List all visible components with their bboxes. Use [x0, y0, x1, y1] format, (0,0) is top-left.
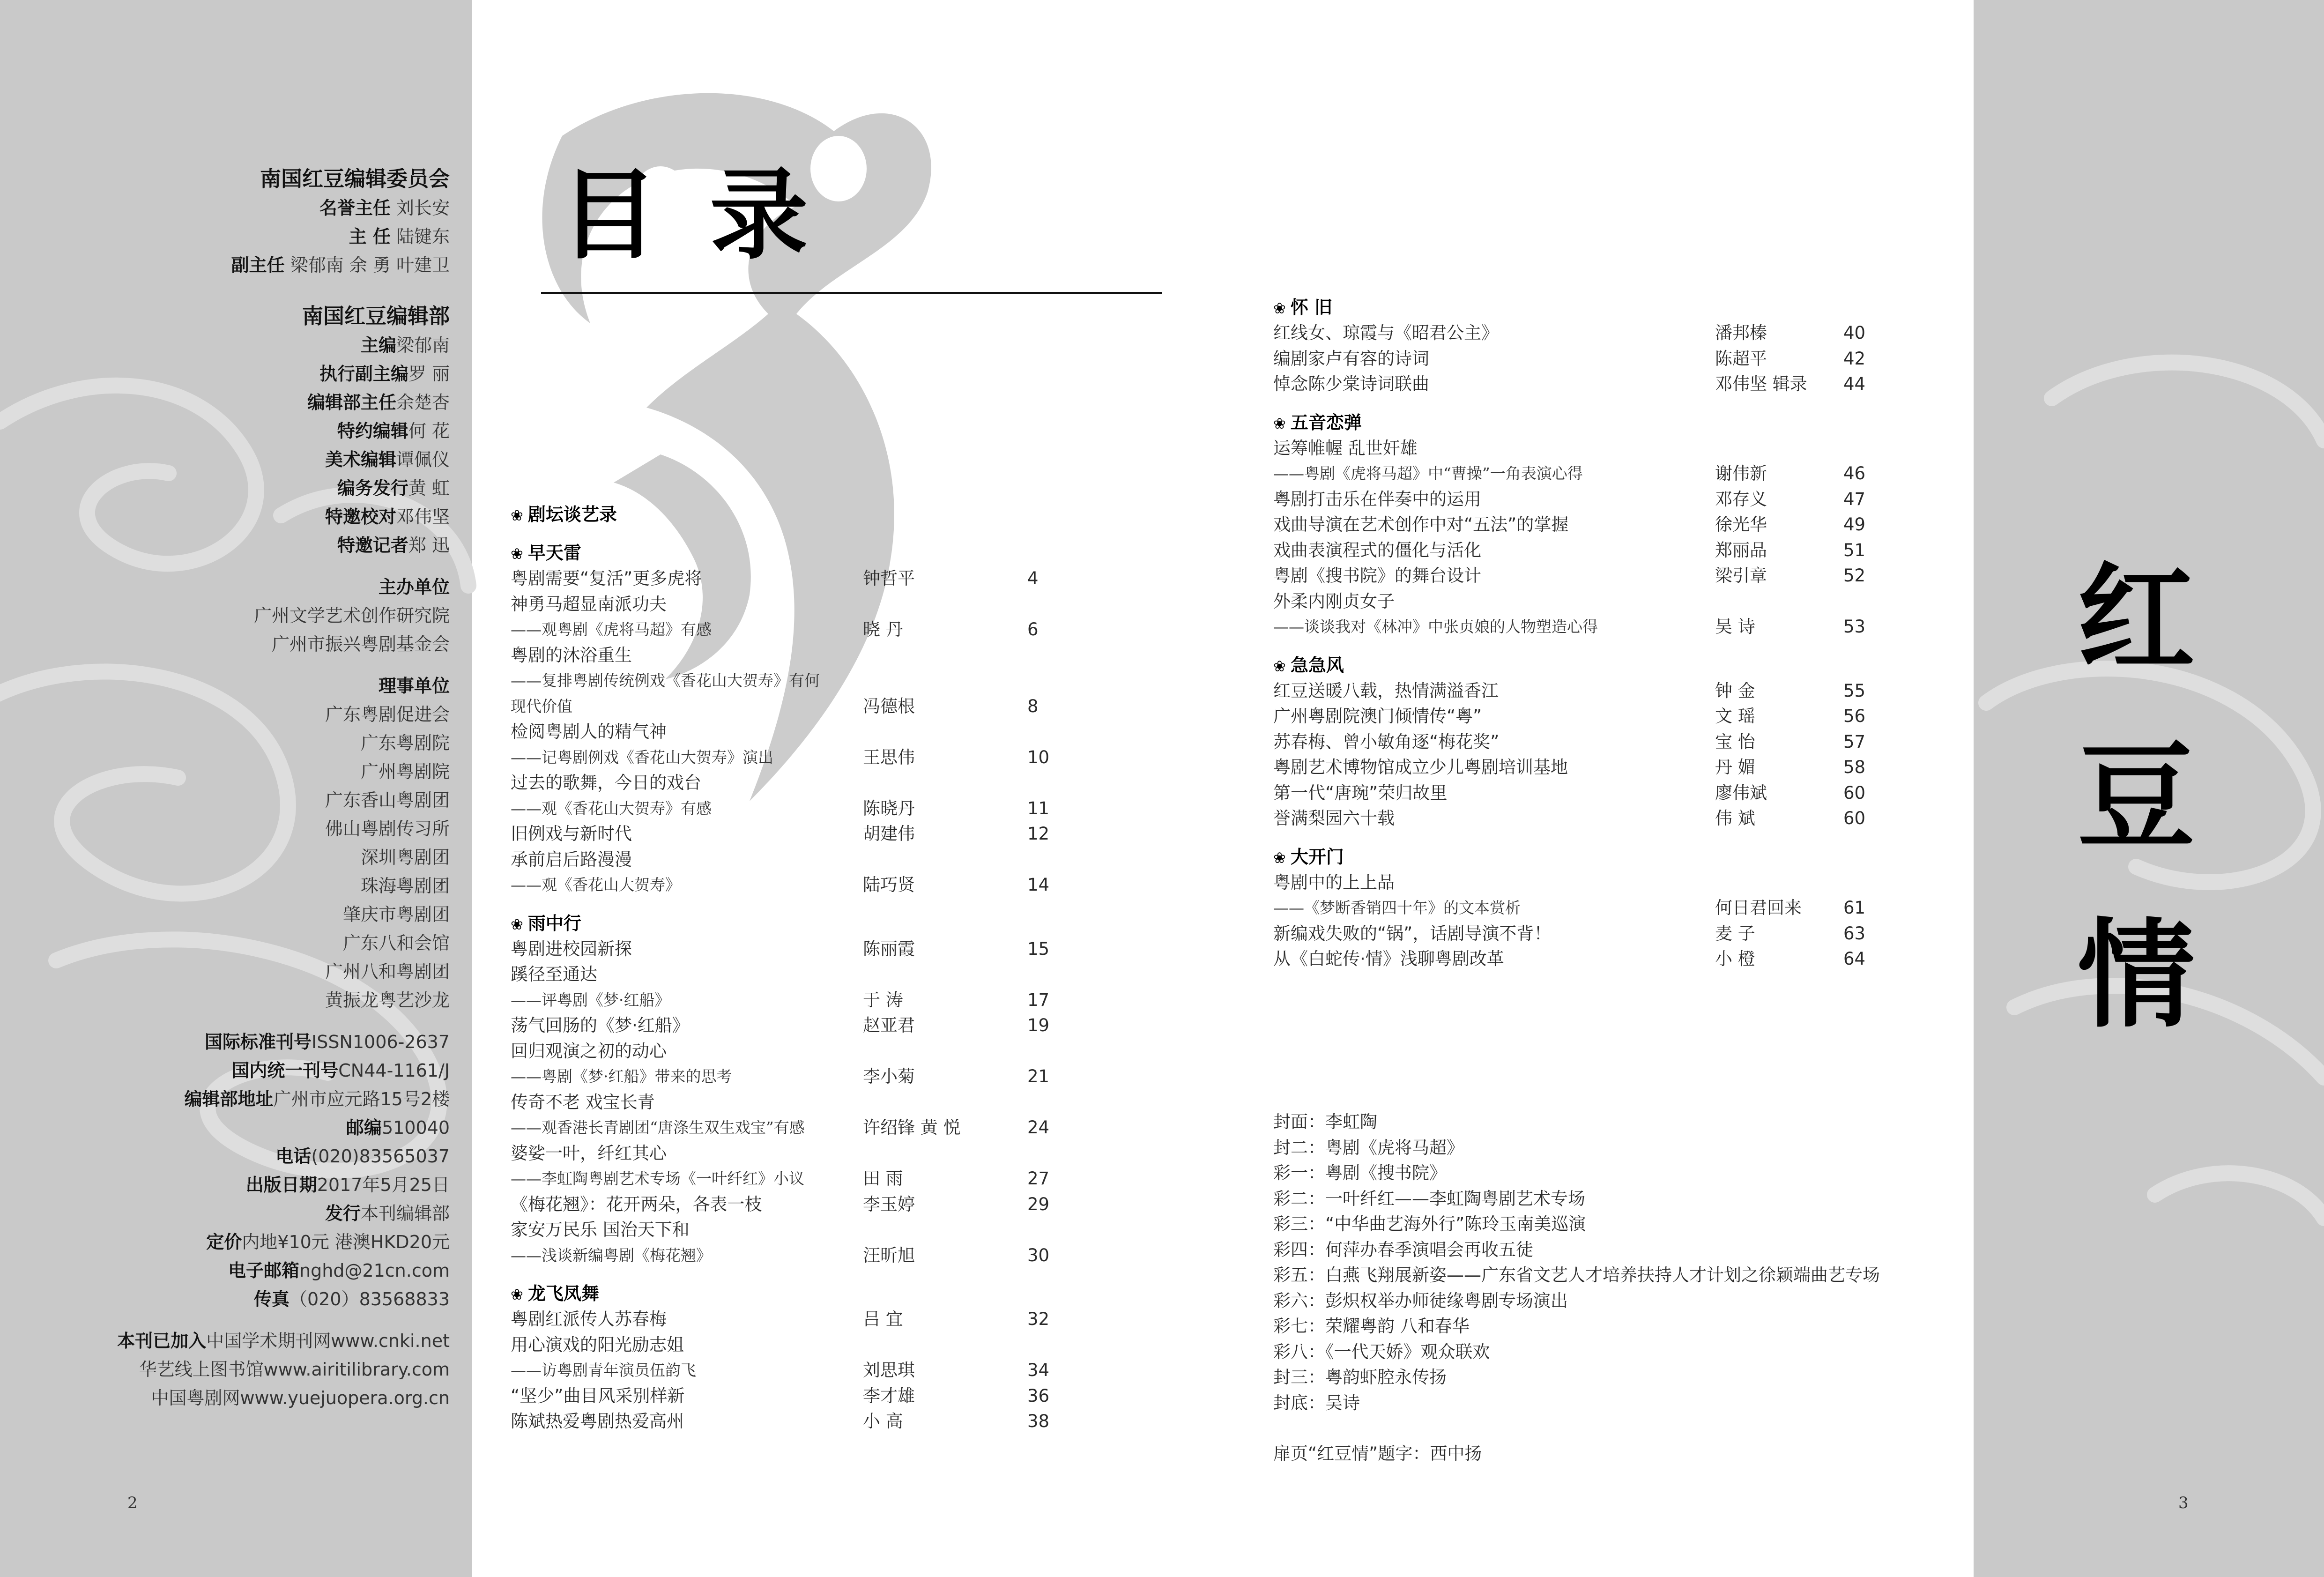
page-title: 目录 — [560, 158, 860, 273]
calligraphy-title — [2059, 529, 2213, 1064]
entry-author: 汪昕旭 — [863, 1245, 915, 1265]
toc-entry[interactable] — [511, 592, 1120, 617]
entry-author: 吕 宜 — [863, 1309, 903, 1329]
entry-author: 李玉婷 — [863, 1194, 915, 1214]
entry-page: 55 — [1843, 680, 1866, 701]
masthead-row: 美术编辑谭佩仪 — [325, 449, 450, 470]
section-heading — [1273, 844, 1906, 870]
toc-entry[interactable] — [511, 745, 1120, 771]
entry-title: 新编戏失败的“锅”，话剧导演不背！ — [1273, 923, 1552, 944]
entry-page: 27 — [1027, 1168, 1050, 1189]
entry-author: 何日君回来 — [1715, 898, 1802, 918]
entry-title: 红豆送暖八载，热情满溢香江 — [1273, 680, 1499, 701]
entry-title: 承前启后路漫漫 — [511, 849, 632, 870]
entry-title: 陈斌热爱粤剧热爱高州 — [511, 1411, 684, 1431]
masthead-row: 编务发行黄 虹 — [337, 478, 450, 498]
entry-page: 14 — [1027, 875, 1050, 895]
calligraphy-char: 红 — [2078, 550, 2195, 687]
entry-page: 56 — [1843, 706, 1866, 726]
toc-entry[interactable] — [1273, 781, 1906, 806]
entry-title: 第一代“唐琬”荣归故里 — [1273, 782, 1448, 803]
cover-credit-item: 封二：粤剧《虎将马超》 — [1273, 1137, 1464, 1158]
entry-page: 42 — [1843, 348, 1866, 369]
entry-title: 粤剧的沐浴重生 — [511, 645, 632, 665]
toc-entry[interactable] — [1273, 895, 1906, 921]
sponsor-title: 主办单位 — [378, 577, 450, 597]
entry-author: 刘思琪 — [863, 1360, 915, 1380]
entry-page: 32 — [1027, 1309, 1050, 1329]
entry-page: 4 — [1027, 568, 1039, 588]
section-flower-icon: ❀ — [1273, 848, 1286, 867]
entry-page: 36 — [1027, 1385, 1050, 1406]
publication-row: 国内统一刊号CN44-1161/J — [231, 1060, 450, 1081]
toc-entry[interactable] — [1273, 870, 1906, 896]
toc-entry[interactable] — [1273, 436, 1906, 461]
toc-left-column — [511, 501, 1120, 1435]
sponsor-item: 广州文学艺术创作研究院 — [253, 605, 450, 626]
toc-entry[interactable] — [511, 1358, 1120, 1384]
council-item: 广州粤剧院 — [360, 761, 450, 782]
publication-row: 发行本刊编辑部 — [325, 1203, 450, 1224]
toc-entry[interactable] — [511, 719, 1120, 745]
section-label: 五音恋弹 — [1290, 412, 1362, 433]
publication-row: 电话(020)83565037 — [275, 1146, 450, 1167]
publication-row: 电子邮箱nghd@21cn.com — [228, 1260, 450, 1281]
council-item: 广东粤剧院 — [360, 733, 450, 753]
entry-title: ——李虹陶粤剧艺术专场《一叶纤红》小议 — [511, 1169, 804, 1188]
entry-title: ——观粤剧《虎将马超》有感 — [511, 620, 712, 639]
sponsor-item: 广州市振兴粤剧基金会 — [271, 634, 450, 655]
toc-entry[interactable] — [511, 796, 1120, 822]
entry-title: 戏曲导演在艺术创作中对“五法”的掌握 — [1273, 514, 1569, 535]
masthead-row: 主 任 陆键东 — [349, 226, 450, 247]
toc-entry[interactable] — [511, 988, 1120, 1013]
council-item: 广东香山粤剧团 — [325, 790, 450, 811]
section-heading — [1273, 294, 1906, 320]
toc-entry[interactable] — [511, 694, 1120, 720]
toc-entry[interactable] — [511, 1243, 1120, 1269]
entry-title: 红线女、琼霞与《昭君公主》 — [1273, 323, 1499, 343]
toc-entry[interactable] — [1273, 346, 1906, 372]
toc-entry[interactable] — [511, 1166, 1120, 1192]
masthead-row: 执行副主编罗 丽 — [319, 364, 450, 384]
masthead-row: 编辑部主任余楚杏 — [307, 392, 450, 413]
toc-entry[interactable] — [511, 872, 1120, 898]
entry-title: 蹊径至通达 — [511, 964, 597, 984]
entry-title: 悼念陈少棠诗词联曲 — [1273, 374, 1429, 394]
entry-page: 60 — [1843, 808, 1866, 828]
entry-page: 64 — [1843, 949, 1866, 969]
indexed-row: 华艺线上图书馆www.airitilibrary.com — [139, 1359, 450, 1380]
entry-page: 60 — [1843, 782, 1866, 803]
toc-entry[interactable] — [1273, 589, 1906, 615]
section-flower-icon: ❀ — [511, 915, 523, 933]
masthead-row: 名誉主任 刘长安 — [319, 198, 450, 218]
entry-page: 24 — [1027, 1117, 1050, 1138]
entry-title: ——观《香花山大贺寿》有感 — [511, 799, 712, 818]
entry-page: 8 — [1027, 696, 1039, 716]
masthead-row: 特约编辑何 花 — [337, 421, 450, 441]
toc-entry[interactable] — [1273, 372, 1906, 397]
entry-author: 丹 媚 — [1715, 757, 1755, 777]
entry-author: 胡建伟 — [863, 824, 915, 844]
cover-credit-item: 彩七：荣耀粤韵 八和春华 — [1273, 1316, 1470, 1336]
section-flower-icon: ❀ — [511, 1286, 523, 1303]
entry-page: 46 — [1843, 463, 1866, 484]
section-flower-icon: ❀ — [511, 506, 523, 524]
entry-title: 传奇不老 戏宝长青 — [511, 1092, 655, 1112]
publication-row: 编辑部地址广州市应元路15号2楼 — [184, 1089, 450, 1109]
entry-page: 47 — [1843, 489, 1866, 509]
toc-entry[interactable] — [511, 1409, 1120, 1435]
entry-title: 现代价值 — [511, 697, 572, 715]
council-item: 珠海粤剧团 — [360, 876, 450, 896]
entry-page: 52 — [1843, 565, 1866, 586]
entry-author: 冯德根 — [863, 696, 915, 716]
entry-title: 《梅花翘》：花开两朵，各表一枝 — [511, 1194, 762, 1214]
toc-entry[interactable] — [1273, 806, 1906, 832]
section-label: 龙飞凤舞 — [527, 1283, 599, 1304]
entry-title: 运筹帷幄 乱世奸雄 — [1273, 438, 1418, 458]
entry-title: 用心演戏的阳光励志姐 — [511, 1334, 684, 1355]
entry-author: 小 橙 — [1715, 949, 1755, 969]
entry-author: 徐光华 — [1715, 514, 1767, 535]
entry-page: 29 — [1027, 1194, 1050, 1214]
page-number-right: 3 — [2178, 1494, 2189, 1512]
toc-entry[interactable] — [511, 1064, 1120, 1090]
masthead — [84, 164, 450, 1413]
council-item: 黄振龙粤艺沙龙 — [325, 990, 450, 1011]
entry-title: 戏曲表演程式的僵化与活化 — [1273, 540, 1481, 560]
entry-page: 30 — [1027, 1245, 1050, 1265]
section-label: 急急风 — [1290, 655, 1344, 676]
entry-title: 广州粤剧院澳门倾情传“粤” — [1273, 706, 1482, 726]
section-flower-icon: ❀ — [1273, 657, 1286, 675]
entry-page: 58 — [1843, 757, 1866, 777]
council-item: 佛山粤剧传习所 — [325, 818, 450, 839]
toc-entry[interactable] — [1273, 563, 1906, 589]
entry-title: “坚少”曲目风采别样新 — [511, 1385, 685, 1406]
publication-row: 国际标准刊号ISSN1006-2637 — [204, 1032, 450, 1052]
section-flower-icon: ❀ — [1273, 414, 1286, 432]
entry-title: ——粤剧《梦·红船》带来的思考 — [511, 1067, 732, 1086]
entry-author: 邓存义 — [1715, 489, 1767, 509]
entry-title: 苏春梅、曾小敏角逐“梅花奖” — [1273, 731, 1500, 752]
toc-entry[interactable] — [1273, 512, 1906, 538]
entry-title: 神勇马超显南派功夫 — [511, 594, 667, 614]
council-item: 广东八和会馆 — [342, 933, 450, 953]
masthead-row: 特邀记者郑 迅 — [337, 535, 450, 556]
entry-author: 伟 斌 — [1715, 808, 1755, 828]
entry-author: 陈晓丹 — [863, 798, 915, 818]
toc-entry[interactable] — [511, 1217, 1120, 1243]
council-item: 广州八和粤剧团 — [325, 961, 450, 982]
cover-credit-item: 彩二：一叶纤红——李虹陶粤剧艺术专场 — [1273, 1188, 1585, 1209]
section-heading — [1273, 652, 1906, 678]
entry-title: 回归观演之初的动心 — [511, 1041, 667, 1061]
entry-title: 旧例戏与新时代 — [511, 824, 632, 844]
entry-author: 梁引章 — [1715, 565, 1767, 586]
toc-entry[interactable] — [1273, 704, 1906, 729]
entry-title: ——访粤剧青年演员伍韵飞 — [511, 1361, 696, 1379]
publication-row: 出版日期2017年5月25日 — [245, 1175, 450, 1195]
section-heading — [511, 540, 1120, 566]
entry-title: 粤剧红派传人苏春梅 — [511, 1309, 667, 1329]
toc-entry[interactable] — [1273, 678, 1906, 704]
entry-title: 家安万民乐 国治天下和 — [511, 1220, 690, 1240]
toc-entry[interactable] — [511, 1090, 1120, 1116]
toc-entry[interactable] — [511, 937, 1120, 962]
committee-title: 南国红豆编辑委员会 — [260, 166, 450, 191]
section-flower-icon: ❀ — [1273, 299, 1286, 317]
entry-author: 文 瑶 — [1715, 706, 1755, 726]
entry-author: 钟 金 — [1715, 680, 1755, 701]
cover-credit-item: 彩六：彭炽权举办师徒缘粤剧专场演出 — [1273, 1290, 1568, 1311]
section-label: 雨中行 — [527, 913, 581, 934]
toc-entry[interactable] — [511, 1384, 1120, 1409]
section-flower-icon: ❀ — [511, 545, 523, 563]
entry-author: 李才雄 — [863, 1385, 915, 1406]
toc-entry[interactable] — [511, 1307, 1120, 1332]
cover-credit-item: 彩八：《一代天娇》观众联欢 — [1273, 1341, 1490, 1362]
toc-right-column — [1273, 294, 1906, 972]
entry-title: ——《梦断香销四十年》的文本赏析 — [1273, 899, 1521, 917]
indexed-row: 中国粤剧网www.yuejuopera.org.cn — [151, 1388, 450, 1408]
toc-entry[interactable] — [511, 1039, 1120, 1064]
entry-author: 谢伟新 — [1715, 463, 1767, 484]
section-heading — [511, 910, 1120, 937]
entry-title: 粤剧进校园新探 — [511, 938, 632, 959]
cover-credit-item: 彩四：何萍办春季演唱会再收五徒 — [1273, 1239, 1533, 1260]
section-heading — [511, 1280, 1120, 1307]
toc-entry[interactable] — [511, 770, 1120, 796]
entry-page: 6 — [1027, 619, 1039, 640]
toc-entry[interactable] — [1273, 921, 1906, 947]
entry-author: 陆巧贤 — [863, 875, 915, 895]
entry-author: 赵亚君 — [863, 1015, 915, 1035]
toc-entry[interactable] — [1273, 461, 1906, 487]
entry-author: 潘邦榛 — [1715, 323, 1767, 343]
toc-entry[interactable] — [511, 962, 1120, 988]
entry-title: 荡气回肠的《梦·红船》 — [511, 1015, 690, 1035]
entry-title: 婆娑一叶，纤红其心 — [511, 1143, 667, 1163]
entry-author: 田 雨 — [863, 1168, 903, 1189]
council-item: 广东粤剧促进会 — [325, 704, 450, 725]
entry-author: 钟哲平 — [863, 568, 915, 588]
cover-credit-item: 彩五：白燕飞翔展新姿——广东省文艺人才培养扶持人才计划之徐颖端曲艺专场 — [1273, 1265, 1880, 1285]
indexed-row: 本刊已加入中国学术期刊网www.cnki.net — [117, 1331, 450, 1351]
section-label: 早天雷 — [527, 543, 581, 563]
entry-author: 廖伟斌 — [1715, 782, 1767, 803]
entry-page: 38 — [1027, 1411, 1050, 1431]
cover-credit-item: 封三：粤韵虾腔永传扬 — [1273, 1367, 1447, 1387]
entry-page: 15 — [1027, 938, 1050, 959]
entry-title: 外柔内刚贞女子 — [1273, 591, 1395, 611]
entry-title: 粤剧《搜书院》的舞台设计 — [1273, 565, 1481, 586]
cover-credit-item: 封面：李虹陶 — [1273, 1112, 1377, 1132]
inscription-credit: 扉页“红豆情”题字：西中扬 — [1273, 1443, 1482, 1464]
council-title: 理事单位 — [378, 676, 450, 696]
entry-author: 王思伟 — [863, 747, 915, 767]
toc-entry[interactable] — [511, 1115, 1120, 1141]
entry-page: 12 — [1027, 824, 1050, 844]
entry-author: 于 涛 — [863, 989, 903, 1010]
section-heading — [1273, 409, 1906, 436]
entry-title: 粤剧艺术博物馆成立少儿粤剧培训基地 — [1273, 757, 1568, 777]
toc-entry[interactable] — [511, 1141, 1120, 1167]
entry-page: 44 — [1843, 374, 1866, 394]
entry-page: 53 — [1843, 617, 1866, 637]
entry-author: 许绍锋 黄 悦 — [863, 1117, 961, 1138]
toc-entry[interactable] — [511, 566, 1120, 592]
publication-row: 传真（020）83568833 — [254, 1289, 450, 1309]
title-divider — [541, 292, 1162, 294]
entry-page: 57 — [1843, 731, 1866, 752]
entry-page: 11 — [1027, 798, 1050, 818]
entry-author: 李小菊 — [863, 1066, 915, 1086]
toc-entry[interactable] — [511, 847, 1120, 873]
cover-credit-item: 封底：吴诗 — [1273, 1392, 1360, 1413]
entry-title: 过去的歌舞，今日的戏台 — [511, 773, 701, 793]
entry-title: 粤剧需要“复活”更多虎将 — [511, 568, 702, 588]
entry-title: ——观香港长青剧团“唐涤生双生戏宝”有感 — [511, 1118, 805, 1137]
cover-credit-item: 彩三：“中华曲艺海外行”陈玲玉南美巡演 — [1273, 1214, 1586, 1234]
section-label: 怀 旧 — [1290, 297, 1333, 318]
calligraphy-char: 豆 — [2078, 728, 2195, 865]
entry-page: 34 — [1027, 1360, 1050, 1380]
toc-entry[interactable] — [1273, 729, 1906, 755]
council-item: 肇庆市粤剧团 — [342, 904, 450, 925]
entry-author: 郑丽品 — [1715, 540, 1767, 560]
entry-title: 编剧家卢有容的诗词 — [1273, 348, 1429, 369]
entry-author: 小 高 — [863, 1411, 903, 1431]
entry-title: ——浅谈新编粤剧《梅花翘》 — [511, 1246, 712, 1265]
cover-credit-item: 彩一：粤剧《搜书院》 — [1273, 1163, 1447, 1183]
entry-page: 17 — [1027, 989, 1050, 1010]
entry-page: 21 — [1027, 1066, 1050, 1086]
entry-title: 检阅粤剧人的精气神 — [511, 722, 667, 742]
entry-title: ——观《香花山大贺寿》 — [511, 876, 681, 894]
editorial-title: 南国红豆编辑部 — [302, 304, 450, 328]
entry-author: 吴 诗 — [1715, 617, 1755, 637]
entry-title: 誉满梨园六十载 — [1273, 808, 1395, 828]
entry-author: 晓 丹 — [863, 619, 903, 640]
publication-row: 定价内地¥10元 港澳HKD20元 — [206, 1232, 450, 1252]
toc-entry[interactable] — [1273, 946, 1906, 972]
entry-page: 63 — [1843, 923, 1866, 944]
entry-title: ——记粤剧例戏《香花山大贺寿》演出 — [511, 748, 773, 766]
calligraphy-char: 情 — [2078, 906, 2195, 1043]
entry-author: 宝 怡 — [1715, 731, 1755, 752]
toc-entry[interactable] — [1273, 320, 1906, 346]
entry-title: 粤剧中的上上品 — [1273, 872, 1395, 893]
toc-entry[interactable] — [511, 821, 1120, 847]
page-number-left: 2 — [127, 1494, 138, 1512]
entry-author: 陈超平 — [1715, 348, 1767, 369]
entry-page: 51 — [1843, 540, 1866, 560]
toc-entry[interactable] — [1273, 755, 1906, 781]
entry-page: 49 — [1843, 514, 1866, 535]
masthead-row: 主编梁郁南 — [360, 335, 450, 356]
toc-entry[interactable] — [1273, 538, 1906, 564]
cover-credits — [1273, 1109, 1880, 1467]
toc-entry[interactable] — [511, 617, 1120, 643]
entry-author: 邓伟坚 辑录 — [1715, 374, 1807, 394]
council-item: 深圳粤剧团 — [360, 847, 450, 868]
masthead-row: 特邀校对邓伟坚 — [325, 506, 450, 527]
entry-title: ——评粤剧《梦·红船》 — [511, 990, 670, 1009]
toc-entry[interactable] — [1273, 487, 1906, 513]
entry-title: ——粤剧《虎将马超》中“曹操”一角表演心得 — [1273, 464, 1583, 483]
toc-entry[interactable] — [1273, 614, 1906, 640]
entry-title: 从《白蛇传·情》浅聊粤剧改革 — [1273, 949, 1504, 969]
section-heading — [511, 501, 1120, 528]
entry-page: 10 — [1027, 747, 1050, 767]
toc-entry[interactable] — [511, 1013, 1120, 1039]
toc-entry[interactable] — [511, 668, 1120, 694]
entry-page: 19 — [1027, 1015, 1050, 1035]
entry-page: 61 — [1843, 898, 1866, 918]
masthead-row: 副主任 梁郁南 余 勇 叶建卫 — [231, 255, 450, 275]
entry-title: 粤剧打击乐在伴奏中的运用 — [1273, 489, 1481, 509]
toc-entry[interactable] — [511, 1332, 1120, 1358]
section-label: 剧坛谈艺录 — [527, 504, 617, 525]
section-label: 大开门 — [1290, 846, 1344, 867]
entry-author: 麦 子 — [1715, 923, 1755, 944]
entry-title: ——谈谈我对《林冲》中张贞娘的人物塑造心得 — [1273, 617, 1598, 636]
publication-row: 邮编510040 — [346, 1117, 450, 1138]
entry-title: ——复排粤剧传统例戏《香花山大贺寿》有何 — [511, 671, 820, 690]
entry-author: 陈丽霞 — [863, 938, 915, 959]
toc-entry[interactable] — [511, 1192, 1120, 1218]
entry-page: 40 — [1843, 323, 1866, 343]
toc-entry[interactable] — [511, 643, 1120, 669]
